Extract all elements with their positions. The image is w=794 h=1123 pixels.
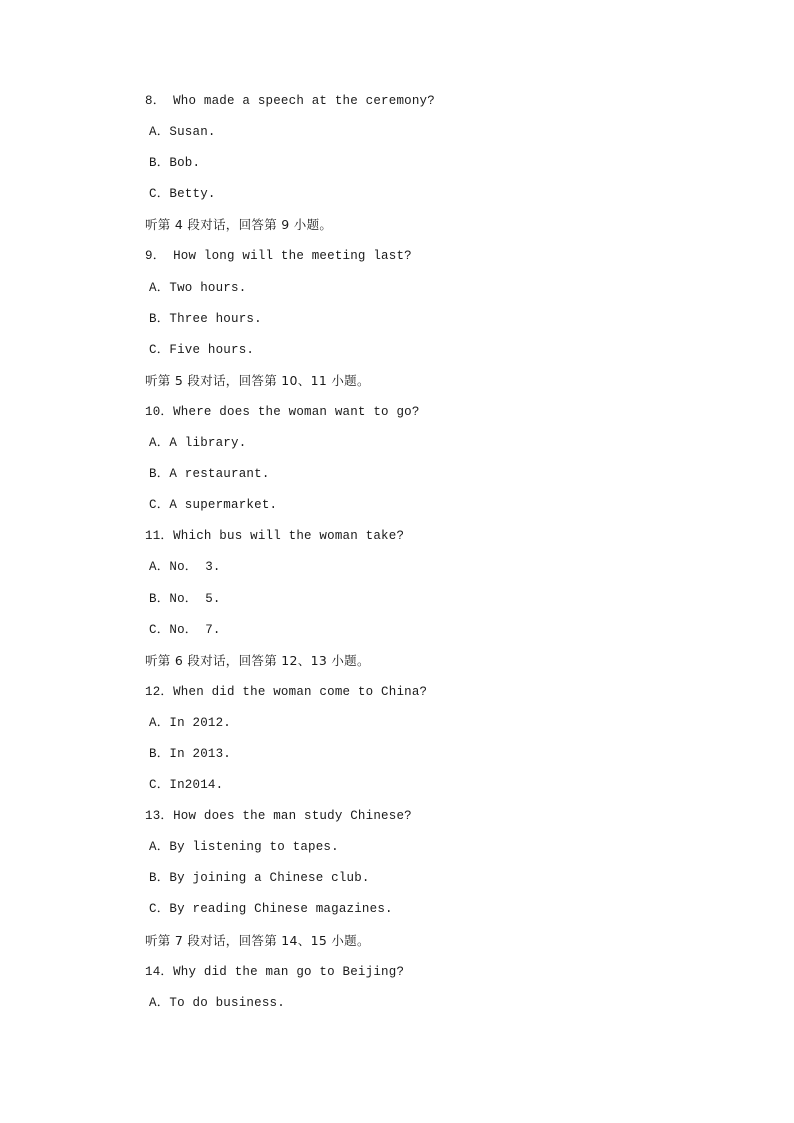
question-9: 9． How long will the meeting last? (145, 249, 412, 264)
question-14: 14．Why did the man go to Beijing? (145, 964, 405, 979)
direction-dialog-6: 听第 6 段对话，回答第 12、13 小题。 (145, 652, 370, 668)
option-9-a: A．Two hours. (149, 280, 247, 295)
option-8-a: A．Susan. (149, 125, 216, 140)
option-13-a: A．By listening to tapes. (149, 840, 339, 855)
direction-dialog-4: 听第 4 段对话，回答第 9 小题。 (145, 217, 333, 233)
direction-dialog-7: 听第 7 段对话，回答第 14、15 小题。 (145, 932, 370, 948)
question-13: 13．How does the man study Chinese? (145, 809, 412, 824)
question-12: 12．When did the woman come to China? (145, 684, 428, 699)
question-10: 10．Where does the woman want to go? (145, 404, 420, 419)
option-9-b: B．Three hours. (149, 311, 262, 326)
option-8-b: B．Bob. (149, 156, 201, 171)
question-8: 8． Who made a speech at the ceremony? (145, 94, 435, 108)
option-11-a: A．No． 3. (149, 560, 221, 575)
option-11-c: C．No． 7. (149, 622, 221, 637)
option-9-c: C．Five hours. (149, 342, 255, 357)
option-10-b: B．A restaurant. (149, 467, 270, 482)
option-14-a: A．To do business. (149, 995, 285, 1010)
option-13-b: B．By joining a Chinese club. (149, 871, 370, 886)
question-11: 11．Which bus will the woman take? (145, 529, 405, 544)
document-body (145, 95, 684, 1009)
option-8-c: C．Betty. (149, 187, 216, 202)
direction-dialog-5: 听第 5 段对话，回答第 10、11 小题。 (145, 372, 370, 388)
option-10-a: A．A library. (149, 436, 247, 451)
option-13-c: C．By reading Chinese magazines. (149, 902, 393, 917)
option-11-b: B．No． 5. (149, 591, 221, 606)
option-10-c: C．A supermarket. (149, 498, 278, 513)
option-12-b: B．In 2013. (149, 746, 232, 761)
option-12-a: A．In 2012. (149, 715, 232, 730)
option-12-c: C．In2014. (149, 778, 224, 793)
